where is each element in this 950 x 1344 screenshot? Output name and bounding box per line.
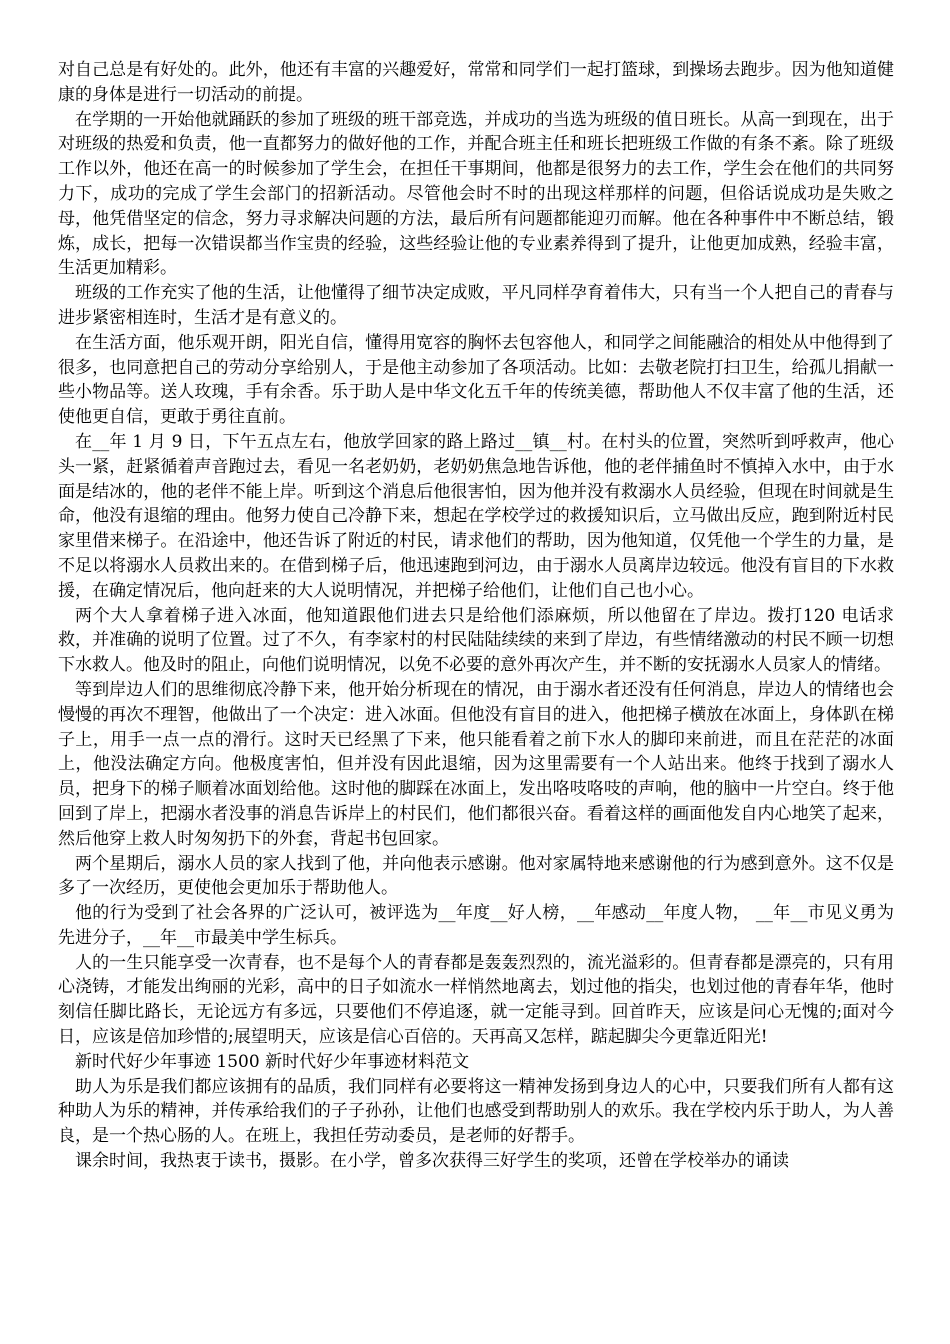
paragraph-class-cadre: 在学期的一开始他就踊跃的参加了班级的班干部竞选，并成功的当选为班级的值日班长。从高一到现在，出于对班级的热爱和负责，他一直都努力的做好他的工作，并配合班主任和班长把班级工作做的有条不紊。除了班级工作以外，他还在高一的时候参加了学生会，在担任干事期间，他都是很努力的去工作，学生会在他们的共同努力下，成功的完成了学生会部门的招新活动。尽管他会时不时的出现这样那样的问题，但俗话说成功是失败之母，他凭借坚定的信念，努力寻求解决问题的方法，最后所有问题都能迎刃而解。他在各种事件中不断总结，锻炼，成长，把每一次错误都当作宝贵的经验，这些经验让他的专业素养得到了提升，让他更加成熟，经验丰富，生活更加精彩。	[58, 109, 894, 279]
paragraph-recognition: 他的行为受到了社会各界的广泛认可，被评选为__年度__好人榜，__年感动__年度人物， __年__市见义勇为先进分子，__年__市最美中学生标兵。	[58, 903, 894, 948]
section-title: 新时代好少年事迹 1500 新时代好少年事迹材料范文	[75, 1051, 470, 1072]
paragraph-continuation: 对自己总是有好处的。此外，他还有丰富的兴趣爱好，常常和同学们一起打篮球，到操场去跑步。因为他知道健康的身体是进行一切活动的前提。	[58, 60, 894, 105]
paragraph-rescue-start: 在__年 1 月 9 日，下午五点左右，他放学回家的路上路过__镇__村。在村头的位置，突然听到呼救声，他心头一紧，赶紧循着声音跑过去，看见一名老奶奶，老奶奶焦急地告诉他，他的老伴捕鱼时不慎掉入水中，由于水面是结冰的，他的老伴不能上岸。听到这个消息后他很害怕，因为他并没有救溺水人员经验，但现在时间就是生命，他没有退缩的理由。他努力使自己冷静下来，想起在学校学过的救援知识后，立马做出反应，跑到附近村民家里借来梯子。在沿途中，他还告诉了附近的村民，请求他们的帮助，因为他知道，仅凭他一个学生的力量，是不足以将溺水人员救出来的。在借到梯子后，他迅速跑到河边，由于溺水人员离岸边较远。他没有盲目的下水救援，在确定情况后，他向赶来的大人说明情况，并把梯子给他们，让他们自己也小心。	[58, 431, 894, 601]
paragraph-life: 在生活方面，他乐观开朗，阳光自信，懂得用宽容的胸怀去包容他人，和同学之间能融洽的相处从中他得到了很多，也同意把自己的劳动分享给别人，于是他主动参加了各项活动。比如：去敬老院打扫卫生，给孤儿捐献一些小物品等。送人玫瑰，手有余香。乐于助人是中华文化五千年的传统美德，帮助他人不仅丰富了他的生活，还使他更自信，更敢于勇往直前。	[58, 332, 894, 428]
paragraph-helping: 助人为乐是我们都应该拥有的品质，我们同样有必要将这一精神发扬到身边人的心中，只要我们所有人都有这种助人为乐的精神，并传承给我们的子子孙孙，让他们也感受到帮助别人的欢乐。我在学校内乐于助人，为人善良，是一个热心肠的人。在班上，我担任劳动委员，是老师的好帮手。	[58, 1076, 894, 1147]
document-page	[58, 58, 894, 1174]
paragraph-rescue-ice: 等到岸边人们的思维彻底冷静下来，他开始分析现在的情况，由于溺水者还没有任何消息，岸边人的情绪也会慢慢的再次不理智，他做出了一个决定：进入冰面。但他没有盲目的进入，他把梯子横放在冰面上，身体趴在梯子上，用手一点一点的滑行。这时天已经黑了下来，他只能看着之前下水人的脚印来前进，而且在茫茫的冰面上，他没法确定方向。他极度害怕，但并没有因此退缩，因为这里需要有一个人站出来。他终于找到了溺水人员，把身下的梯子顺着冰面划给他。这时他的脚踩在冰面上，发出咯吱咯吱的声响，他的脑中一片空白。终于他回到了岸上，把溺水者没事的消息告诉岸上的村民们，他们都很兴奋。看着这样的画面他发自内心地笑了起来，然后他穿上救人时匆匆扔下的外套，背起书包回家。	[58, 679, 894, 849]
paragraph-rescue-call: 两个大人拿着梯子进入冰面，他知道跟他们进去只是给他们添麻烦，所以他留在了岸边。拨打120 电话求救，并准确的说明了位置。过了不久，有李家村的村民陆陆续续的来到了岸边，有些情绪激动的村民不顾一切想下水救人。他及时的阻止，向他们说明情况，以免不必要的意外再次产生，并不断的安抚溺水人员家人的情绪。	[58, 605, 894, 676]
paragraph-hobbies: 课余时间，我热衷于读书，摄影。在小学，曾多次获得三好学生的奖项，还曾在学校举办的诵读	[75, 1151, 789, 1172]
paragraph-class-work: 班级的工作充实了他的生活，让他懂得了细节决定成败，平凡同样孕育着伟大，只有当一个人把自己的青春与进步紧密相连时，生活才是有意义的。	[58, 283, 894, 328]
paragraph-thanks: 两个星期后，溺水人员的家人找到了他，并向他表示感谢。他对家属特地来感谢他的行为感到意外。这不仅是多了一次经历，更使他会更加乐于帮助他人。	[58, 853, 894, 899]
paragraph-youth: 人的一生只能享受一次青春，也不是每个人的青春都是轰轰烈烈的，流光溢彩的。但青春都是漂亮的，只有用心浇铸，才能发出绚丽的光彩，高中的日子如流水一样悄然地离去，划过他的指尖，也划过他的青春年华，他时刻信任脚比路长，无论远方有多远，只要他们不停追逐，就一定能寻到。回首昨天，应该是问心无愧的;面对今日，应该是倍加珍惜的;展望明天，应该是信心百倍的。天再高又怎样，踮起脚尖今更靠近阳光!	[58, 952, 894, 1048]
